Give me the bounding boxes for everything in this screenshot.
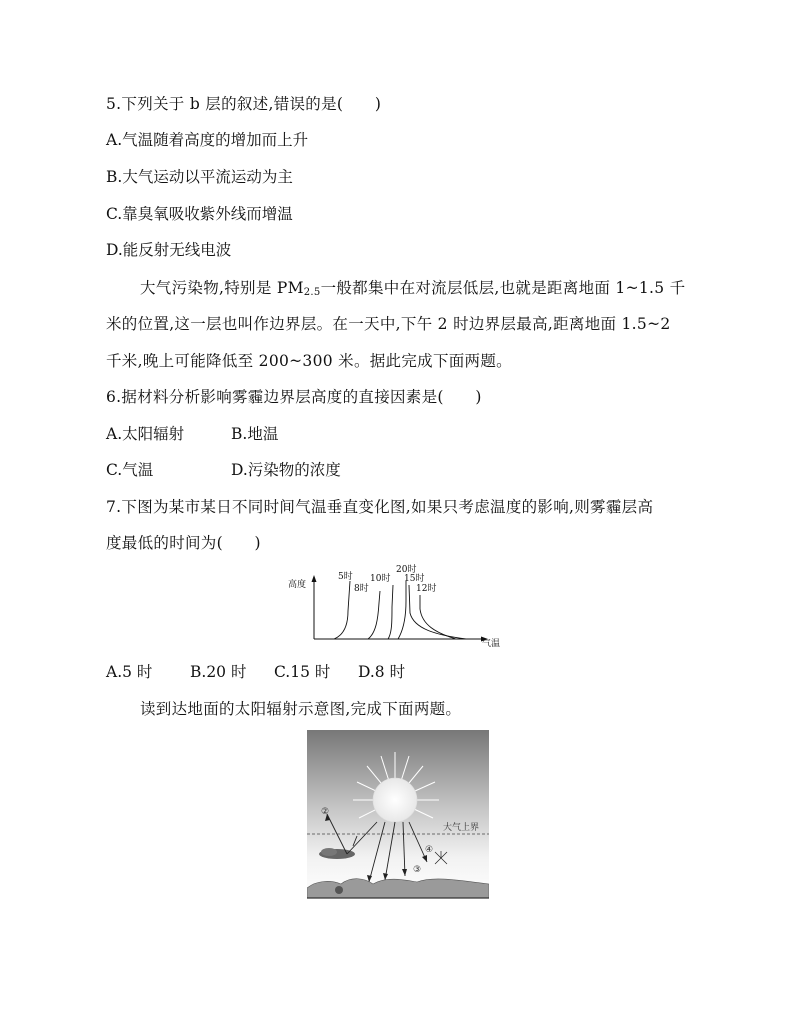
q5-option-d: D.能反射无线电波: [106, 241, 232, 259]
q6-option-b: B.地温: [231, 425, 279, 443]
q6-option-d: D.污染物的浓度: [231, 461, 341, 479]
passage-line-1-pre: 大气污染物,特别是 PM: [140, 279, 304, 297]
curve-label-5h: 5时: [338, 572, 353, 582]
q5-option-a: A.气温随着高度的增加而上升: [106, 131, 309, 149]
marker-4: ④: [425, 845, 434, 855]
curve-label-12h: 12时: [416, 584, 437, 594]
q5-option-c: C.靠臭氧吸收紫外线而增温: [106, 205, 293, 223]
passage-line-2: 米的位置,这一层也叫作边界层。在一天中,下午 2 时边界层最高,距离地面 1.5~2: [106, 315, 671, 333]
solar-radiation-figure: [307, 730, 489, 900]
curve-label-20h: 20时: [396, 565, 417, 575]
y-axis-arrow: [312, 575, 317, 582]
q7-option-c: C.15 时: [274, 663, 331, 681]
curve-5h: [334, 581, 350, 639]
q5-stem: 5.下列关于 b 层的叙述,错误的是( ): [106, 95, 382, 113]
q6-option-c: C.气温: [106, 461, 154, 479]
passage-line-3: 千米,晚上可能降低至 200~300 米。据此完成下面两题。: [106, 352, 512, 370]
y-axis-label: 高度: [288, 580, 307, 590]
curve-10h: [388, 585, 393, 639]
temperature-profile-figure: [286, 563, 506, 649]
curve-label-10h: 10时: [370, 574, 391, 584]
q7-stem-line-1: 7.下图为某市某日不同时间气温垂直变化图,如果只考虑温度的影响,则雾霾层高: [106, 498, 654, 516]
passage-line-1-post: 一般都集中在对流层低层,也就是距离地面 1~1.5 千: [320, 279, 686, 297]
sun: [373, 778, 417, 822]
q7-stem-line-2: 度最低的时间为( ): [106, 534, 261, 552]
tree: [335, 886, 343, 894]
x-axis-label: 气温: [482, 639, 501, 649]
atmosphere-boundary-label: 大气上界: [443, 823, 480, 833]
curve-label-15h: 15时: [404, 574, 425, 584]
marker-3: ③: [413, 865, 422, 875]
pm-subscript: 2.5: [303, 287, 321, 298]
curve-8h: [368, 591, 380, 639]
q6-option-a: A.太阳辐射: [106, 425, 185, 443]
q7-option-d: D.8 时: [358, 663, 406, 681]
curve-20h: [398, 581, 406, 639]
curve-label-8h: 8时: [354, 584, 369, 594]
intro-next-questions: 读到达地面的太阳辐射示意图,完成下面两题。: [140, 700, 462, 718]
q7-option-b: B.20 时: [190, 663, 247, 681]
q6-stem: 6.据材料分析影响雾霾边界层高度的直接因素是( ): [106, 388, 482, 406]
marker-2: ②: [321, 807, 330, 817]
curve-12h: [420, 595, 456, 639]
q5-option-b: B.大气运动以平流运动为主: [106, 168, 293, 186]
q7-option-a: A.5 时: [106, 663, 153, 681]
passage-line-1: [140, 278, 685, 303]
